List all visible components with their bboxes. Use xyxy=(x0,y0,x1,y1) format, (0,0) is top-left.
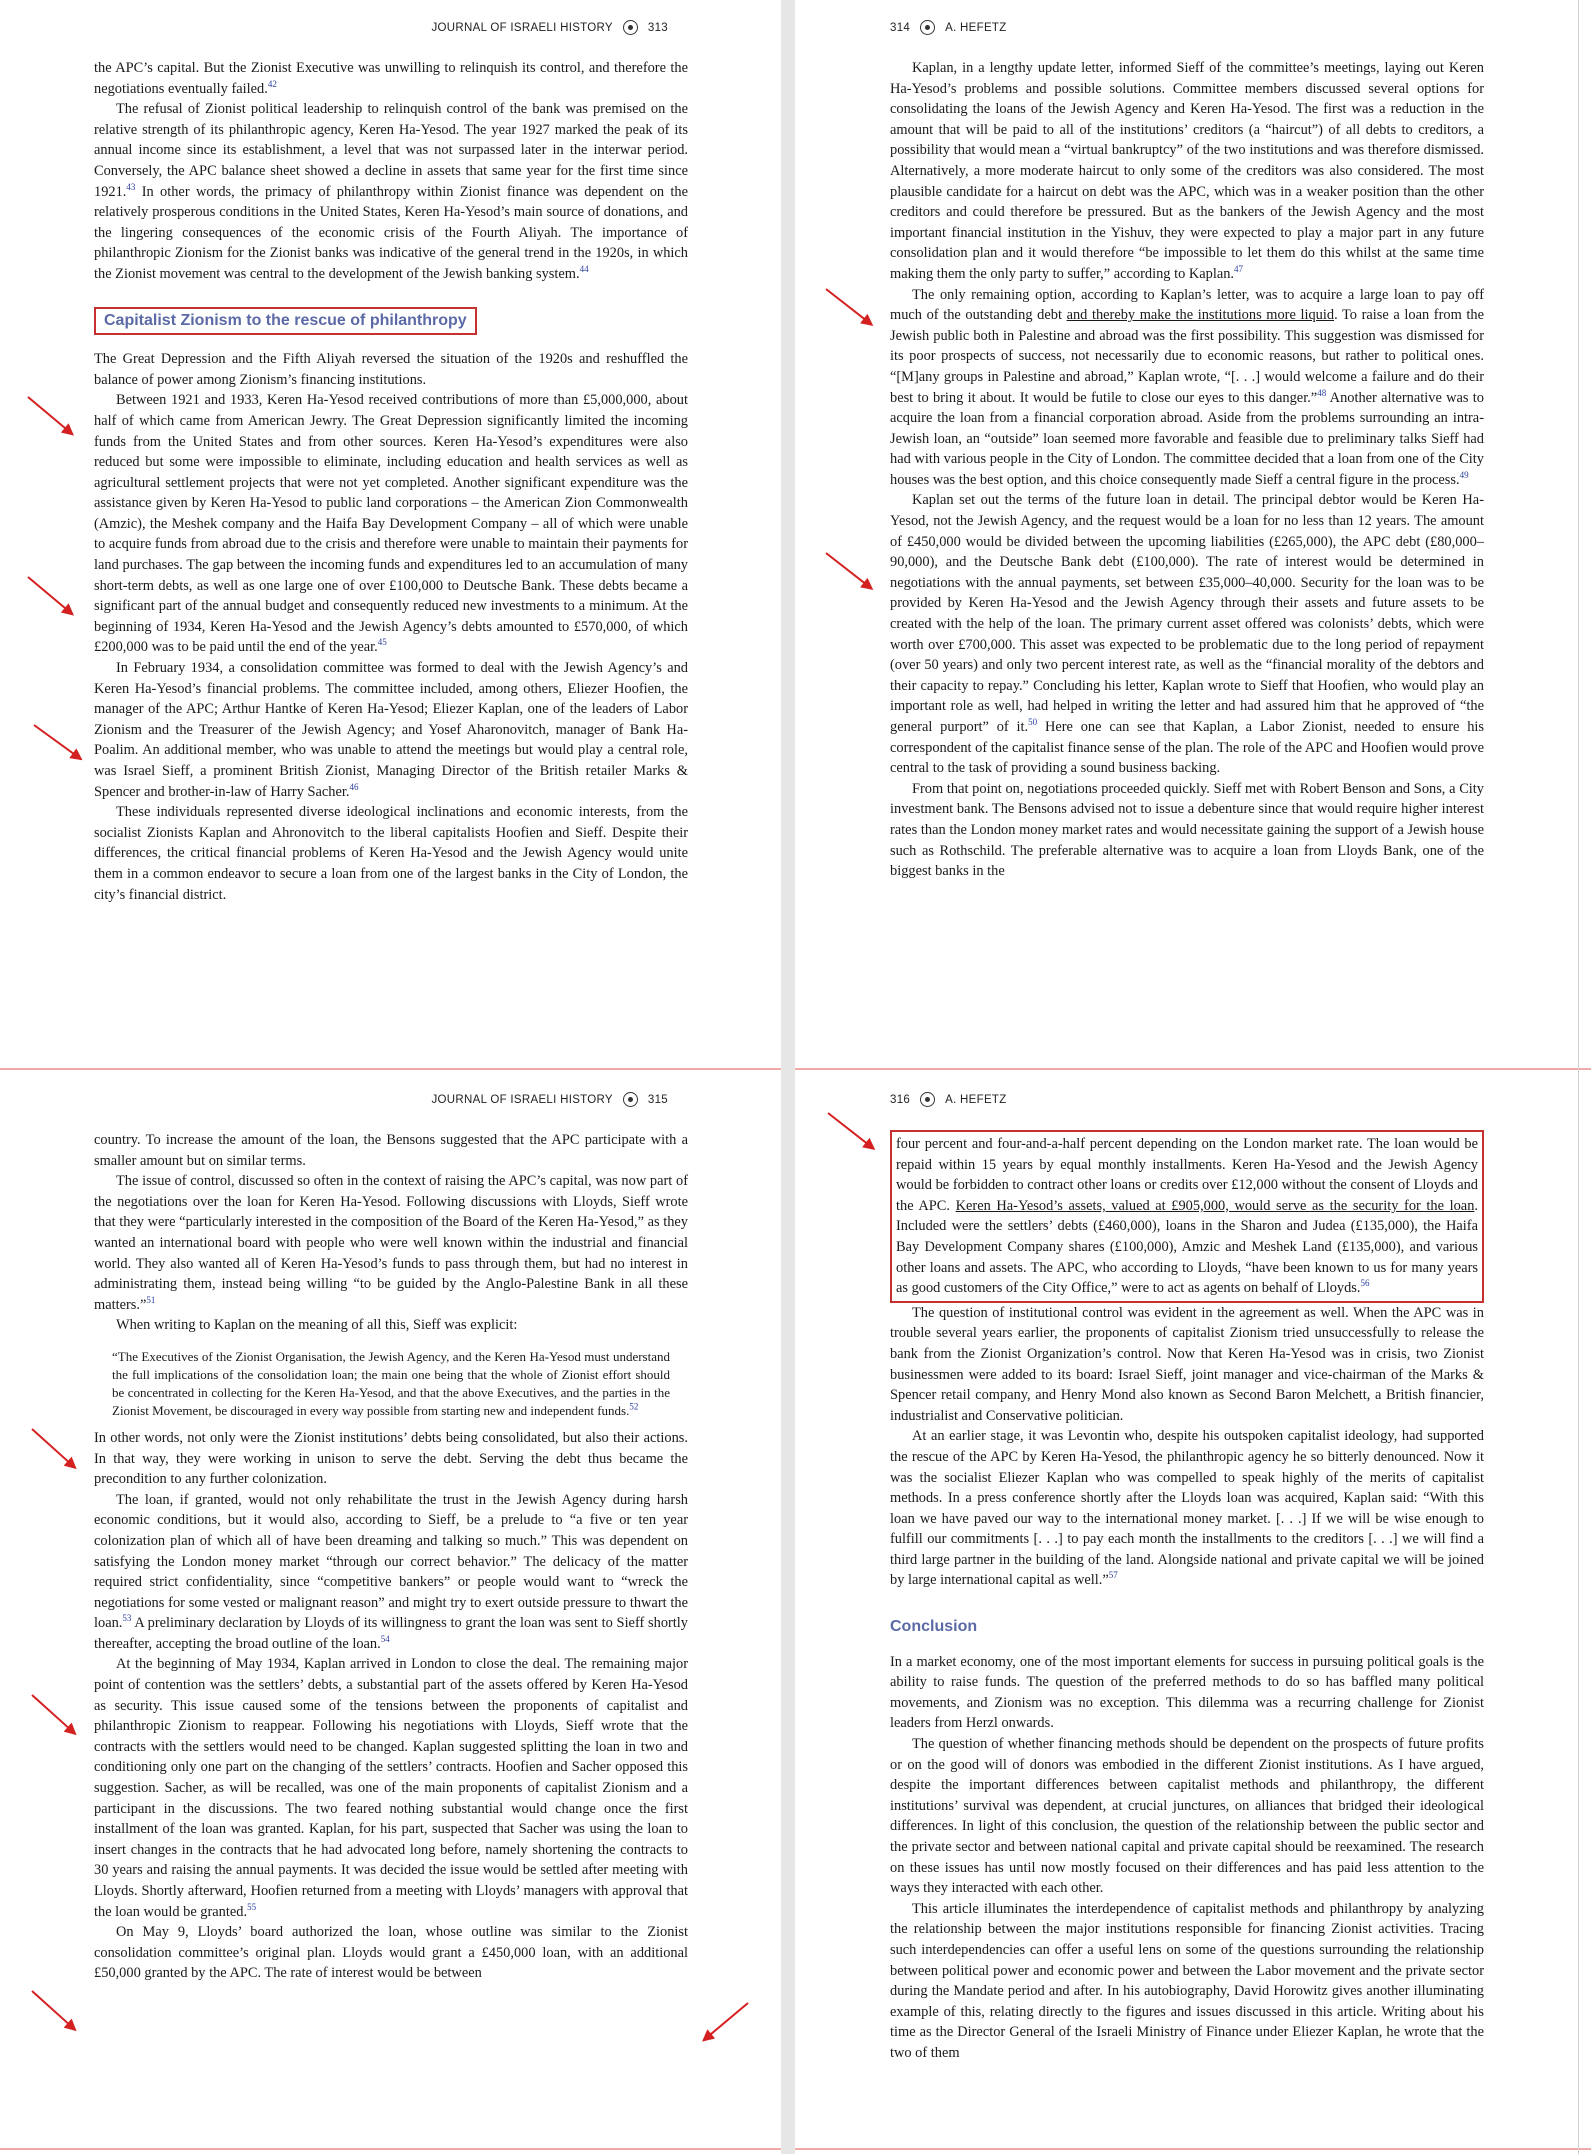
footnote-ref[interactable]: 51 xyxy=(146,1294,156,1305)
page-315 xyxy=(0,1072,768,2140)
annotation-arrow xyxy=(703,2002,749,2041)
footnote-ref[interactable]: 55 xyxy=(247,1901,257,1912)
footnote-ref[interactable]: 49 xyxy=(1459,470,1469,481)
center-gutter xyxy=(781,0,795,2154)
paragraph: This article illuminates the interdependence of capitalist methods and philanthropy by analyzing the relationship between the major institutions responsible for financing Zionist activities. Tracing such interdependencies can offer a useful lens on some of the questions surrounding the relationship between political power and economic power and between the Labor movement and the private sector during the Mandate period and after. In his autobiography, David Horowitz gives another illuminating example of this, relating directly to the figures and issues discussed in this article. Writing about his time as the Director General of the Israeli Ministry of Finance under Eliezer Kaplan, he wrote that the two of them xyxy=(890,1900,1484,2061)
annotation-arrow xyxy=(31,1428,75,1468)
spread-divider xyxy=(0,1068,1591,1070)
underlined-phrase: Keren Ha-Yesod’s assets, valued at £905,000, would serve as the security for the loan xyxy=(955,1197,1475,1214)
page-number: 313 xyxy=(647,21,668,34)
section-heading: Capitalist Zionism to the rescue of philanthropy xyxy=(94,307,477,336)
bottom-spread xyxy=(0,1072,1591,2140)
footnote-ref[interactable]: 54 xyxy=(380,1634,390,1645)
paragraph: the APC’s capital. But the Zionist Executive was unwilling to relinquish its control, and therefore the negotiations eventually failed.$^{42}$ xyxy=(94,60,688,97)
journal-logo-icon xyxy=(623,20,638,35)
running-header xyxy=(432,20,669,35)
page-316 xyxy=(802,1072,1570,2140)
page-number: 315 xyxy=(647,1093,668,1106)
footnote-ref[interactable]: 56 xyxy=(1360,1278,1370,1289)
paragraph: From that point on, negotiations proceeded quickly. Sieff met with Robert Benson and Sons, a City investment bank. The Bensons advised not to issue a debenture since that would require higher interest rates than the London money market rates and would necessitate gaining the support of a Jewish house such as Rothschild. The preferable alternative was to acquire a loan from Lloyds Bank, one of the biggest banks in the xyxy=(890,780,1484,880)
page-bottom-line xyxy=(0,2148,1591,2150)
journal-title: JOURNAL OF ISRAELI HISTORY xyxy=(431,21,613,34)
footnote-ref[interactable]: 53 xyxy=(122,1613,132,1624)
annotation-arrow xyxy=(825,288,872,325)
footnote-ref[interactable]: 52 xyxy=(629,1401,639,1412)
underlined-phrase: and thereby make the institutions more liquid xyxy=(1066,307,1335,324)
footnote-ref[interactable]: 43 xyxy=(126,181,136,192)
running-header xyxy=(890,20,1007,35)
journal-logo-icon xyxy=(623,1092,638,1107)
block-quote: “The Executives of the Zionist Organisation, the Jewish Agency, and the Keren Ha-Yesod must understand the full implications of the consolidation loan; the main one being that the whole of Zionist effort should be concentrated in collecting for the Keren Ha-Yesod, and that the above Executives, and the parties in the Zionist Movement, be discouraged in every way possible from starting new and independent funds.$^{52}$ xyxy=(112,1348,670,1418)
annotation-arrow xyxy=(827,1112,874,1149)
paragraph: The only remaining option, according to Kaplan’s letter, was to acquire a large loan to pay off much of the outstanding debt and thereby make the institutions more liquid. To raise a loan from the Jewish public both in Palestine and abroad was the first possibility. This suggestion was dismissed for its poor prospects of success, not necessarily due to economic reasons, but rather to political ones. “[M]any groups in Palestine and abroad,” Kaplan wrote, “[. . .] would welcome a failure and do their best to bring it about. It would be futile to close our eyes to this danger.”$^{48}$ Another alternative was to acquire the loan from a financial corporation abroad. Aside from the problems surrounding an intra-Jewish loan, an “outside” loan seemed more favorable and feasible due to preliminary talks Sieff had had with various people in the City of London. The committee decided that a loan from one of the City houses was the best option, and this choice consequently made Sieff a central figure in the process.$^{49}$ xyxy=(890,286,1484,488)
paragraph: The refusal of Zionist political leadership to relinquish control of the bank was premised on the relative strength of its philanthropic agency, Keren Ha-Yesod. The year 1927 marked the peak of its annual income since its establishment, a level that was not surpassed later in the interwar period. Conversely, the APC balance sheet showed a decline in assets that same year for the first time since 1921.43 In other words, the primacy of philanthropy within Zionist finance was dependent on the relatively prosperous conditions in the United States, Keren Ha-Yesod’s main source of donations, and the lingering consequences of the economic crisis of the Fourth Aliyah. The importance of philanthropic Zionism for the Zionist banks was indicative of the general trend in the 1920s, in which the Zionist movement was central to the development of the Jewish banking system.$^{44}$ xyxy=(94,101,688,282)
section-heading: Conclusion xyxy=(890,1618,978,1636)
paragraph: country. To increase the amount of the loan, the Bensons suggested that the APC participate with a smaller amount but on similar terms. xyxy=(94,1132,688,1169)
footnote-ref[interactable]: 47 xyxy=(1234,264,1244,275)
paragraph: In a market economy, one of the most important elements for success in pursuing political goals is the ability to raise funds. The question of the preferred methods to do so has baffled many political movements, and Zionism was no exception. This dilemma was a recurring challenge for Zionist leaders from Herzl onwards. xyxy=(890,1653,1484,1732)
paragraph: On May 9, Lloyds’ board authorized the loan, whose outline was similar to the Zionist consolidation committee’s original plan. Lloyds would grant a £450,000 loan, with an additional £50,000 granted by the APC. The rate of interest would be between xyxy=(94,1924,688,1982)
paragraph: When writing to Kaplan on the meaning of all this, Sieff was explicit: xyxy=(116,1317,518,1334)
paragraph: At an earlier stage, it was Levontin who, despite his outspoken capitalist ideology, had supported the rescue of the APC by Keren Ha-Yesod, the philanthropic agency he so bitterly denounced. Now it was the socialist Eliezer Kaplan who was compelled to speak highly of the merits of capitalist methods. In a press conference shortly after the Lloyds loan was acquired, Kaplan said: “With this loan we have paved our way to the international money market. [. . .] If we will be wise enough to fulfill our commitments [. . .] to pay each month the installments to the creditors [. . .] we will find a third large partner in the building of the land. Alongside national and private capital we will be joined by large international capital as well.”$^{57}$ xyxy=(890,1428,1484,1589)
running-header xyxy=(890,1092,1007,1107)
footnote-ref[interactable]: 48 xyxy=(1317,387,1327,398)
text-column xyxy=(890,1130,1484,2064)
top-spread xyxy=(0,0,1591,1068)
paragraph: The question of institutional control was evident in the agreement as well. When the APC was in trouble several years earlier, the proponents of capitalist Zionism tried unsuccessfully to release the bank from the Zionist Organization’s control. Now that Keren Ha-Yesod was in crisis, two Zionist businessmen were added to its board: Israel Sieff, joint manager and vice-chairman of the Marks & Spencer retail company, and Henry Mond also known as Second Baron Melchett, a British financier, industrialist and Conservative politician. xyxy=(890,1304,1484,1424)
running-header xyxy=(432,1092,669,1107)
highlighted-passage: four percent and four-and-a-half percent depending on the London market rate. The loan would be repaid within 15 years by equal monthly installments. Keren Ha-Yesod and the Jewish Agency would be forbidden to contract other loans or credits over £12,000 without the consent of Lloyds and the APC. Keren Ha-Yesod’s assets, valued at £905,000, would serve as the security for the loan. Included were the settlers’ debts (£460,000), loans in the Sharon and Judea (£135,000), the Haifa Bay Development Company shares (£100,000), Amzic and Meshek Land (£135,000), and various other loans and assets. The APC, who according to Lloyds, “have been known to us for many years as good customers of the City Office,” were to act as agents on behalf of Lloyds.$^{56}$ xyxy=(890,1130,1484,1303)
footnote-ref[interactable]: 46 xyxy=(349,781,359,792)
paragraph: In February 1934, a consolidation committee was formed to deal with the Jewish Agency’s and Keren Ha-Yesod’s financial problems. The committee included, among others, Eliezer Hoofien, the manager of the APC; Arthur Hantke of Keren Ha-Yesod; Eliezer Kaplan, one of the leaders of Labor Zionism and the Treasurer of the Jewish Agency; and Yosef Aharonovitch, manager of Bank Ha-Poalim. An additional member, who was unable to attend the meetings but would play a central role, was Israel Sieff, a prominent British Zionist, Managing Director of the British retailer Marks & Spencer and brother-in-law of Harry Sacher.$^{46}$ xyxy=(94,660,688,800)
paragraph: The issue of control, discussed so often in the context of raising the APC’s capital, was now part of the negotiations over the loan for Keren Ha-Yesod. Following discussions with Lloyds, Sieff wrote that they were “particularly interested in the composition of the Board of the Keren Ha-Yesod,” as they wanted an international board with people who were well known within the industrial and financial world. They also wanted all of Keren Ha-Yesod’s funds to pass through them, but had no interest in administrating them, instead being willing “to be guided by the Anglo-Palestine Bank in all these matters.”$^{51}$ xyxy=(94,1173,688,1313)
footnote-ref[interactable]: 57 xyxy=(1108,1570,1118,1581)
journal-logo-icon xyxy=(920,20,935,35)
paragraph: At the beginning of May 1934, Kaplan arrived in London to close the deal. The remaining major point of contention was the settlers’ debts, a substantial part of the assets offered by Keren Ha-Yesod as security. This issue caused some of the tensions between the proponents of capitalist and philanthropic Zionism to reappear. Following his negotiations with Lloyds, Sieff wrote that the contracts with the settlers would need to be changed. Kaplan suggested splitting the loan in two and conditioning only one part on the changing of the settlers’ contracts. Hoofien and Sacher opposed this suggestion. Sacher, as will be recalled, was one of the main proponents of capitalist Zionism and a participant in the discussions. The two feared nothing substantial would change once the first installment of the loan was granted. Kaplan, for his part, suspected that Sacher was using the loan to insert changes in the contracts that he had advocated long before, namely shortening the contracts to 30 years and raising the annual payments. It was decided the issue would be settled after meeting with Lloyds. Shortly afterward, Hoofien returned from a meeting with Lloyds’ managers with approval that the loan would be granted.$^{55}$ xyxy=(94,1656,688,1920)
annotation-arrow xyxy=(31,1990,75,2030)
footnote-ref[interactable]: 45 xyxy=(377,637,387,648)
page-313 xyxy=(0,0,768,1068)
annotation-arrow xyxy=(31,1694,75,1734)
journal-title: JOURNAL OF ISRAELI HISTORY xyxy=(431,1093,613,1106)
page-number: 316 xyxy=(890,1093,911,1106)
annotation-arrow xyxy=(825,552,872,589)
right-edge-line xyxy=(1578,0,1579,2154)
paragraph: The Great Depression and the Fifth Aliyah reversed the situation of the 1920s and reshuffled the balance of power among Zionism’s financing institutions. xyxy=(94,351,688,388)
author-name: A. HEFETZ xyxy=(945,21,1007,34)
footnote-ref[interactable]: 44 xyxy=(579,264,589,275)
journal-logo-icon xyxy=(920,1092,935,1107)
paragraph: The loan, if granted, would not only rehabilitate the trust in the Jewish Agency during harsh economic conditions, but it would also, according to Sieff, be a prelude to “a five or ten year colonization plan of which all of have been dreaming and talking so much.” This was dependent on satisfying the London money market “through our correct behavior.” The delicacy of the matter required strict confidentiality, since “competitive bankers” or people would want to “wreck the negotiations for some vested or malignant reason” and might try to exert outside pressure to thwart the loan.$^{53}$ A preliminary declaration by Lloyds of its willingness to grant the loan was sent to Sieff shortly thereafter, accepting the broad outline of the loan.$^{54}$ xyxy=(94,1491,688,1652)
author-name: A. HEFETZ xyxy=(945,1093,1007,1106)
text-column xyxy=(94,1130,688,1984)
text-column xyxy=(94,58,688,905)
annotation-arrow xyxy=(27,576,73,615)
footnote-ref[interactable]: 50 xyxy=(1028,717,1038,728)
paragraph: In other words, not only were the Zionist institutions’ debts being consolidated, but also their actions. In that way, they were working in unison to serve the debt. Serving the debt thus became the precondition to any further colonization. xyxy=(94,1429,688,1488)
paragraph: Between 1921 and 1933, Keren Ha-Yesod received contributions of more than £5,000,000, about half of which came from American Jewry. The Great Depression significantly limited the incoming funds from the United States and from other sources. Keren Ha-Yesod’s expenditures were also reduced but some were impossible to eliminate, including education and health services as well as agricultural settlement projects that were not yet completed. Another significant expenditure was the assistance given by Keren Ha-Yesod to public land corporations – the American Zion Commonwealth (Amzic), the Meshek company and the Haifa Bay Development Company – all of which were unable to acquire funds from abroad due to the crisis and therefore were unable to maintain their payments for land purchases. The gap between the incoming funds and expenditures led to an accumulation of many short-term debts, as well as one large one of over £100,000 to Deutsche Bank. These debts became a significant part of the annual budget and consequently reduced new investments to a minimum. At the beginning of 1934, Keren Ha-Yesod and the Jewish Agency’s debts amounted to £570,000, of which £200,000 was to be paid until the end of the year.$^{45}$ xyxy=(94,392,688,656)
paragraph: Kaplan set out the terms of the future loan in detail. The principal debtor would be Keren Ha-Yesod, not the Jewish Agency, and the request would be a loan for no less than 12 years. The amount of £450,000 would be divided between the upcoming liabilities (£265,000), the APC debt (£80,000–90,000), and the Deutsche Bank debt (£100,000). The rate of interest would be determined in negotiations with the annual payments, set between £35,000–40,000. Security for the loan was to be provided by Keren Ha-Yesod and the Jewish Agency through their assets and future assets to be created with the help of the loan. The primary current asset offered was colonists’ debts, which were worth over £700,000. This asset was expected to be problematic due to the long period of repayment (over 50 years) and only two percent interest rate, as well as the “financial morality of the debtors and their capacity to repay.” Concluding his letter, Kaplan wrote to Sieff that Hoofien, who would play an important role as well, had helped in writing the letter and had assured him that he approved of “the general purport” of it.$^{50}$ Here one can see that Kaplan, a Labor Zionist, needed to ensure his correspondent of the capitalist finance sense of the plan. The role of the APC and Hoofien would prove central to the task of providing a sound business backing. xyxy=(890,492,1485,777)
text-column xyxy=(890,58,1484,882)
page-number: 314 xyxy=(890,21,911,34)
annotation-arrow xyxy=(27,396,73,435)
annotation-arrow xyxy=(33,724,81,760)
paragraph: The question of whether financing methods should be dependent on the prospects of future profits or on the good will of donors was embodied in the different Zionist institutions. As I have argued, despite the important differences between capitalist methods and philanthropy, the different institutions’ survival was dependent, at crucial junctures, on alliances that bridged their ideological differences. In light of this conclusion, the question of the relationship between the public sector and the private sector and between national capital and private capital should be reexamined. The research on these issues has until now mostly focused on their differences and has paid less attention to the ways they interacted with each other. xyxy=(890,1736,1484,1897)
paragraph: These individuals represented diverse ideological inclinations and economic interests, from the socialist Zionists Kaplan and Ahronovitch to the liberal capitalists Hoofien and Sieff. Despite their differences, the critical financial problems of Keren Ha-Yesod and the Jewish Agency would unite them in a common endeavor to secure a loan from one of the largest banks in the City of London, the city’s financial district. xyxy=(94,804,688,903)
footnote-ref[interactable]: 42 xyxy=(267,78,277,89)
page-314 xyxy=(802,0,1570,1068)
paragraph: Kaplan, in a lengthy update letter, informed Sieff of the committee’s meetings, laying out Keren Ha-Yesod’s problems and possible solutions. Committee members discussed several options for consolidating the loans of the Jewish Agency and Keren Ha-Yesod. The first was a reduction in the amount that will be paid to all of the institutions’ creditors (a “haircut”) of all debts to creditors, a possibility that would mean a “virtual bankruptcy” of the two institutions and was therefore dismissed. Alternatively, a more moderate haircut to only some of the creditors was also considered. The most plausible candidate for a haircut on debt was the APC, which was in a weaker position than the other creditors and could therefore be pressured. But as the bankers of the Jewish Agency and the most important financial institution in the Yishuv, they were expected to play a major part in any future consolidation plan and it would therefore “be impossible to let them do this whilst at the same time making them the only party to suffer,” according to Kaplan.$^{47}$ xyxy=(890,60,1484,282)
